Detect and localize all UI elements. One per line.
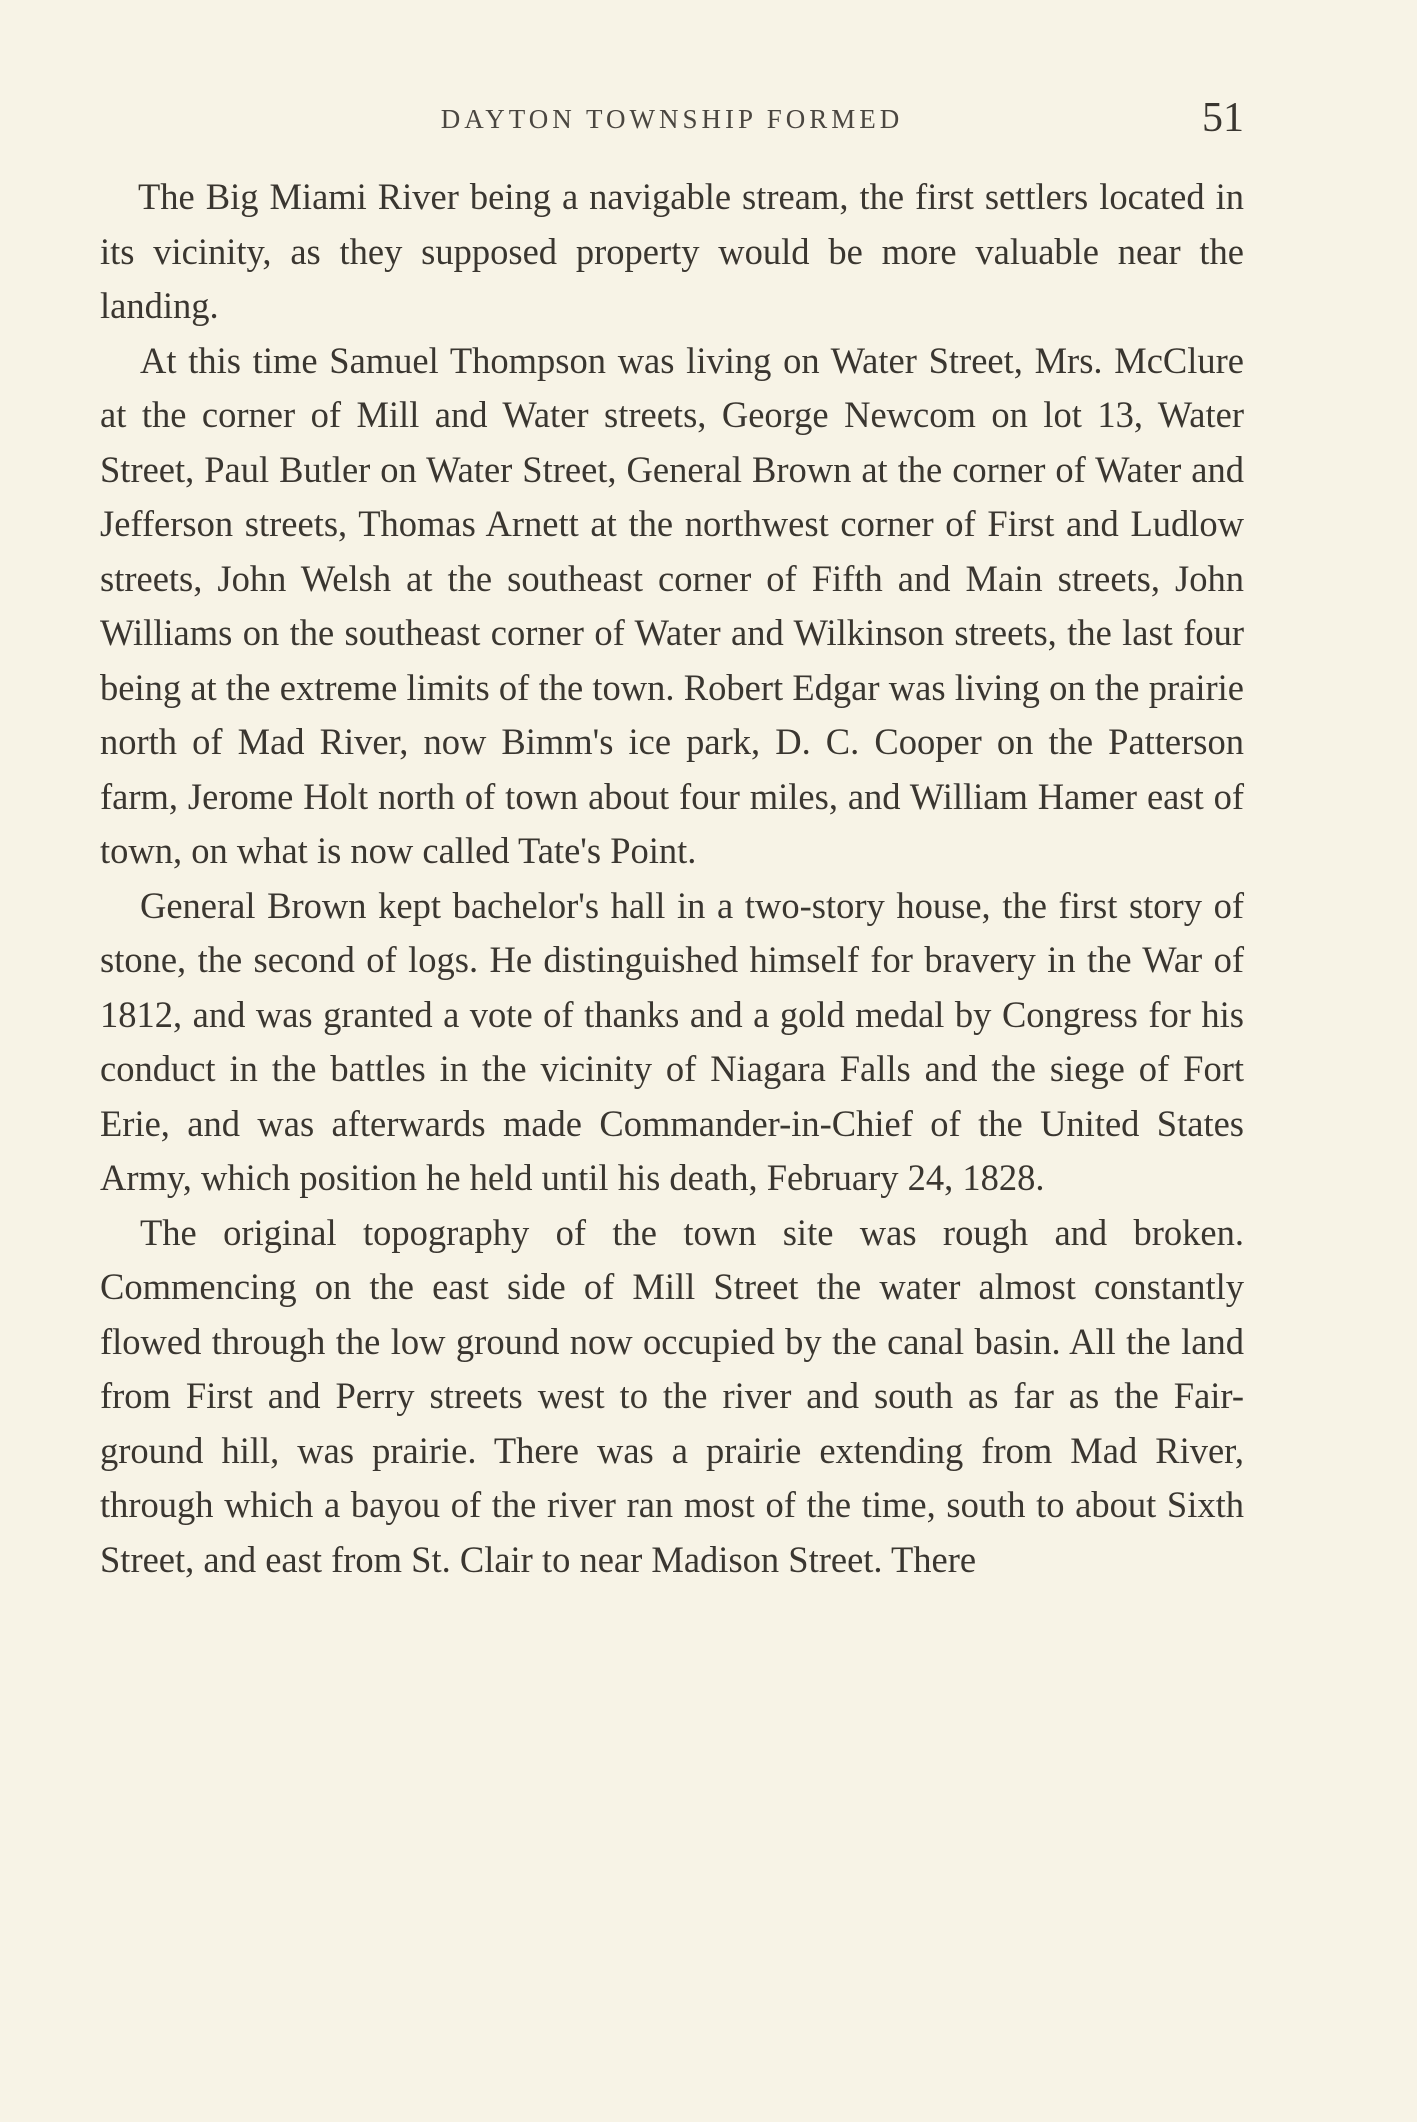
paragraph: At this time Samuel Thompson was living on Water Street, Mrs. McClure at the corner of Mill and Water streets, George Newcom on lot 13, Water Street, Paul Butler on Water Street, General Brown at the corner of Water and Jefferson streets, Thomas Arnett at the northwest corner of First and Ludlow streets, John Welsh at the southeast corner of Fifth and Main streets, John Williams on the southeast corner of Water and Wilkinson streets, the last four being at the extreme limits of the town. Robert Edgar was living on the prairie north of Mad River, now Bimm's ice park, D. C. Cooper on the Patterson farm, Jerome Holt north of town about four miles, and William Hamer east of town, on what is now called Tate's Point. bbox=[100, 339, 1244, 871]
paragraph: General Brown kept bachelor's hall in a two-story house, the first story of stone, the second of logs. He distinguished himself for bravery in the War of 1812, and was granted a vote of thanks and a gold medal by Congress for his conduct in the battles in the vicinity of Niagara Falls and the siege of Fort Erie, and was afterwards made Commander-in-Chief of the United States Army, which position he held until his death, February 24, 1828. bbox=[100, 884, 1244, 1198]
running-title: DAYTON TOWNSHIP FORMED bbox=[440, 104, 904, 134]
page-number: 51 bbox=[1202, 95, 1244, 141]
running-head bbox=[100, 95, 1244, 144]
paragraph: The Big Miami River being a navigable stream, the first settlers located in its vicinity, as they supposed property would be more valuable near the landing. bbox=[100, 176, 1244, 326]
paragraph: The original topography of the town site was rough and broken. Commencing on the east side of Mill Street the water almost constantly flowed through the low ground now occupied by the canal basin. All the land from First and Perry streets west to the river and south as far as the Fair-ground hill, was prairie. There was a prairie extending from Mad River, through which a bayou of the river ran most of the time, south to about Sixth Street, and east from St. Clair to near Madison Street. There bbox=[100, 1211, 1244, 1580]
body-text bbox=[100, 170, 1244, 1587]
